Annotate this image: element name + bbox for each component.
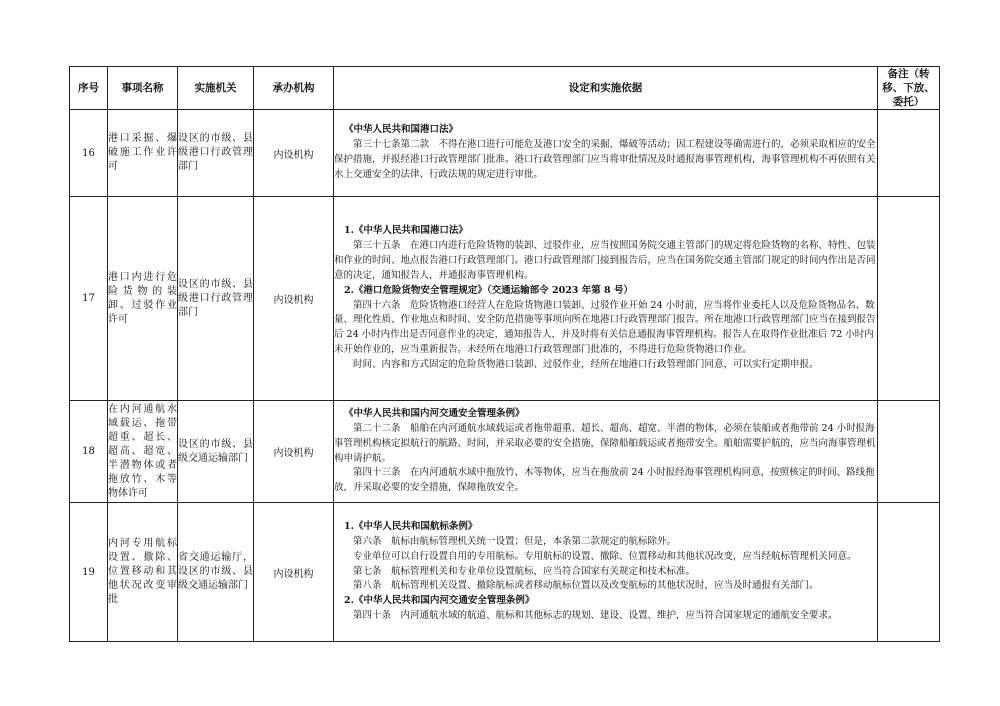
row-remark: [878, 401, 940, 503]
row-remark: [878, 197, 940, 401]
basis-paragraph: 专业单位可以自行设置自用的专用航标。专用航标的设置、撤除、位置移动和其他状况改变，应当经航标管理机关同意。: [353, 550, 857, 562]
header-agency: 实施机关: [178, 67, 254, 110]
row-agency: 设区的市级、县级交通运输部门: [178, 401, 254, 503]
row-item-name: 港口内进行危险货物的装卸、过驳作业许可: [108, 197, 178, 401]
basis-paragraph: 第八条 航标管理机关设置、撤除航标或者移动航标位置以及改变航标的其他状况时，应当及时通报有关部门。: [353, 580, 819, 592]
basis-paragraph: 第三十五条 在港口内进行危险货物的装卸、过驳作业，应当按照国务院交通主管部门的规定将危险货物的名称、特性、包装和作业的时间、地点报告港口行政管理部门。港口行政管理部门接到报告后，应当在国务院交通主管部门规定的时间内作出是否同意的决定，通知报告人，并通报海事管理机构。: [334, 239, 876, 281]
basis-paragraph: 第四十条 内河通航水域的航道、航标和其他标志的规划、建设、设置、维护，应当符合国家规定的通航安全要求。: [353, 610, 838, 622]
basis-law-title: 2.《港口危险货物安全管理规定》（交通运输部令 2023 年第 8 号）: [344, 284, 633, 296]
basis-paragraph: 第二十二条 船舶在内河通航水域载运或者拖带超重、超长、超高、超宽、半潜的物体，必须在装船或者拖带前 24 小时报海事管理机构核定拟航行的航路、时间，并采取必要的安全措施，保障船舶载运或者拖带安全。船舶需要护航的，应当向海事管理机构申请护航。: [334, 422, 876, 464]
row-basis: [334, 110, 878, 197]
basis-law-title: 《中华人民共和国内河交通安全管理条例》: [344, 407, 525, 419]
table-header-row: [70, 67, 940, 110]
row-seq: 18: [70, 401, 108, 503]
row-agency: 省交通运输厅，设区的市级、县级交通运输部门: [178, 503, 254, 642]
basis-law-title: 1.《中华人民共和国港口法》: [344, 224, 468, 236]
basis-paragraph: 第四十三条 在内河通航水域中拖放竹、木等物体，应当在拖放前 24 小时报经海事管理机构同意，按照核定的时间、路线拖放，并采取必要的安全措施，保障拖放安全。: [334, 467, 875, 494]
header-remark: 备注（转移、下放、委托）: [878, 67, 940, 110]
basis-paragraph: 第七条 航标管理机关和专业单位设置航标，应当符合国家有关规定和技术标准。: [353, 565, 696, 577]
row-item-name: 港口采掘、爆破施工作业许可: [108, 110, 178, 197]
basis-law-title: 1.《中华人民共和国航标条例》: [344, 520, 478, 532]
header-seq: 序号: [70, 67, 108, 110]
row-remark: [878, 110, 940, 197]
table-row: [70, 110, 940, 197]
permit-table: [69, 66, 940, 642]
row-seq: 19: [70, 503, 108, 642]
row-unit: 内设机构: [254, 110, 334, 197]
row-seq: 16: [70, 110, 108, 197]
row-basis: [334, 401, 878, 503]
row-agency: 设区的市级、县级港口行政管理部门: [178, 110, 254, 197]
row-basis: [334, 197, 878, 401]
row-remark: [878, 503, 940, 642]
header-unit: 承办机构: [254, 67, 334, 110]
row-item-name: 在内河通航水域载运、拖带超重、超长、超高、超宽、半潜物体或者拖放竹、木等物体许可: [108, 401, 178, 503]
table-row: [70, 197, 940, 401]
basis-paragraph: 第三十七条第二款 不得在港口进行可能危及港口安全的采掘、爆破等活动；因工程建设等确需进行的，必须采取相应的安全保护措施，并报经港口行政管理部门批准。港口行政管理部门应当将审批情况及时通报海事管理机构，海事管理机构不再依照有关水上交通安全的法律、行政法规的规定进行审批。: [334, 139, 876, 180]
basis-paragraph: 第四十六条 危险货物港口经营人在危险货物港口装卸、过驳作业开始 24 小时前，应当将作业委托人以及危险货物品名、数量、理化性质、作业地点和时间、安全防范措施等事项向所在地港口行政管理部门报告。所在地港口行政管理部门应当在接到报告后 24 小时内作出是否同意作业的决定，通知报告人，并及时将有关信息通报海事管理机构。报告人在取得作业批准后 72 小时内未开始作业的，应当重新报告。未经所在地港口行政管理部门批准的，不得进行危险货物港口作业。: [334, 299, 876, 356]
table-row: [70, 401, 940, 503]
basis-law-title: 2.《中华人民共和国内河交通安全管理条例》: [344, 595, 535, 607]
table-row: [70, 503, 940, 642]
row-item-name: 内河专用航标设置、撤除、位置移动和其他状况改变审批: [108, 503, 178, 642]
row-unit: 内设机构: [254, 401, 334, 503]
row-basis: [334, 503, 878, 642]
row-seq: 17: [70, 197, 108, 401]
row-unit: 内设机构: [254, 503, 334, 642]
row-unit: 内设机构: [254, 197, 334, 401]
header-name: 事项名称: [108, 67, 178, 110]
header-basis: 设定和实施依据: [334, 67, 878, 110]
basis-law-title: 《中华人民共和国港口法》: [344, 124, 459, 136]
row-agency: 设区的市级、县级港口行政管理部门: [178, 197, 254, 401]
basis-paragraph: 时间、内容和方式固定的危险货物港口装卸、过驳作业，经所在地港口行政管理部门同意，可以实行定期申报。: [353, 359, 819, 371]
basis-paragraph: 第六条 航标由航标管理机关统一设置；但是，本条第二款规定的航标除外。: [353, 535, 677, 547]
